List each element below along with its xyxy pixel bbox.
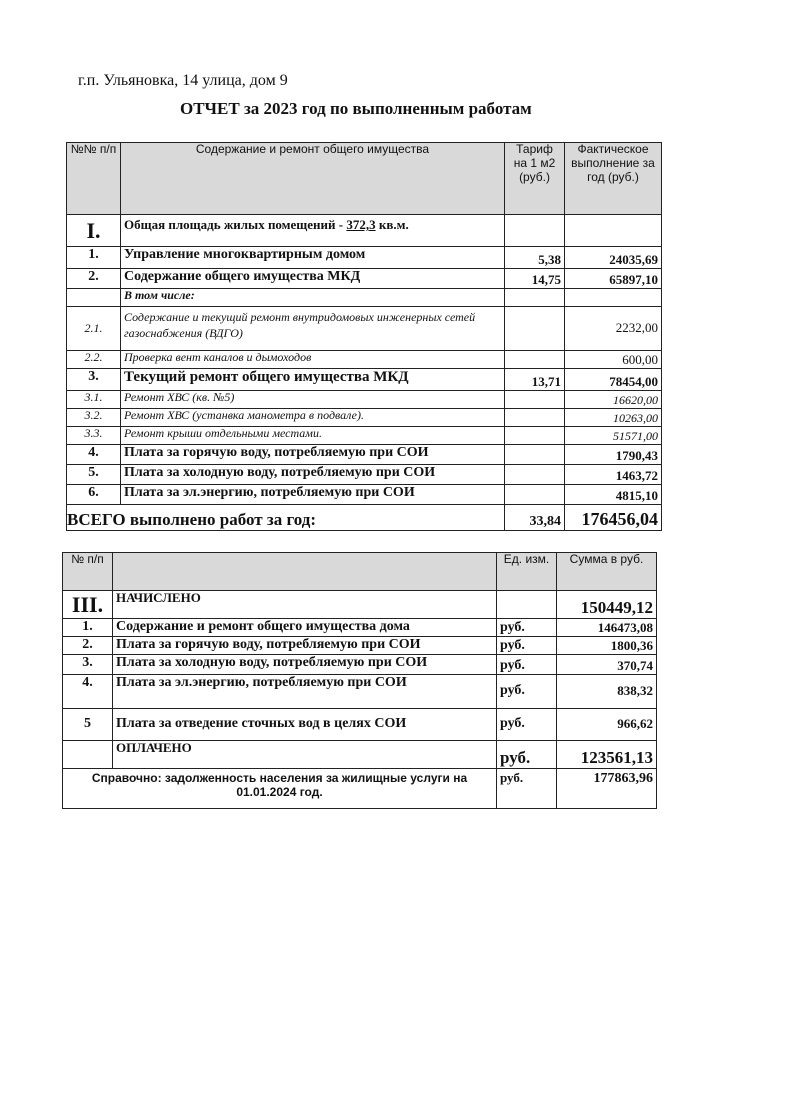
works-table <box>66 142 662 531</box>
row-num: 2.1. <box>67 307 121 351</box>
row-name: Ремонт крыши отдельными местами. <box>121 427 505 445</box>
row-num: 4. <box>67 445 121 465</box>
row-sum: 146473,08 <box>557 619 657 637</box>
reference-sum: 177863,96 <box>557 769 657 809</box>
row-tariff <box>505 289 565 307</box>
section-label: НАЧИСЛЕНО <box>113 591 497 619</box>
paid-label: ОПЛАЧЕНО <box>113 741 497 769</box>
row-unit: руб. <box>497 655 557 675</box>
table-row <box>67 465 662 485</box>
row-actual: 4815,10 <box>565 485 662 505</box>
row-tariff <box>505 307 565 351</box>
row-tariff: 5,38 <box>505 247 565 269</box>
section-roman: III. <box>63 591 113 619</box>
works-table-header <box>67 143 662 215</box>
row-name: Ремонт ХВС (кв. №5) <box>121 391 505 409</box>
row-num: 6. <box>67 485 121 505</box>
row-num: 3. <box>63 655 113 675</box>
area-cell <box>121 215 505 247</box>
row-num: 5 <box>63 709 113 741</box>
row-tariff <box>505 465 565 485</box>
row-name: Плата за отведение сточных вод в целях СОИ <box>113 709 497 741</box>
charges-table <box>62 552 657 809</box>
row-actual: 65897,10 <box>565 269 662 289</box>
row-sum: 966,62 <box>557 709 657 741</box>
area-value: 372,3 <box>346 217 376 232</box>
row-tariff <box>505 485 565 505</box>
section-row <box>63 591 657 619</box>
col-unit-header: Ед. изм. <box>497 553 557 591</box>
row-num: 2. <box>67 269 121 289</box>
table-row <box>67 409 662 427</box>
row-actual: 2232,00 <box>565 307 662 351</box>
row-name: Содержание общего имущества МКД <box>121 269 505 289</box>
row-unit: руб. <box>497 709 557 741</box>
row-num: 5. <box>67 465 121 485</box>
row-name: В том числе: <box>121 289 505 307</box>
table-row <box>67 369 662 391</box>
table-row <box>67 485 662 505</box>
table-row <box>67 247 662 269</box>
row-actual: 600,00 <box>565 351 662 369</box>
row-actual: 16620,00 <box>565 391 662 409</box>
empty-cell <box>497 591 557 619</box>
col-actual-header: Фактическое выполнение за год (руб.) <box>565 143 662 215</box>
table-row <box>63 675 657 709</box>
row-tariff <box>505 391 565 409</box>
page-title: ОТЧЕТ за 2023 год по выполненным работам <box>180 99 532 118</box>
row-name: Управление многоквартирным домом <box>121 247 505 269</box>
row-unit: руб. <box>497 637 557 655</box>
table-row <box>67 307 662 351</box>
empty-cell <box>505 215 565 247</box>
row-num: 3. <box>67 369 121 391</box>
total-label: ВСЕГО выполнено работ за год: <box>67 505 505 531</box>
table-row <box>67 391 662 409</box>
row-name: Содержание и ремонт общего имущества дома <box>113 619 497 637</box>
row-actual: 24035,69 <box>565 247 662 269</box>
row-name: Плата за горячую воду, потребляемую при СОИ <box>113 637 497 655</box>
address: г.п. Ульяновка, 14 улица, дом 9 <box>78 72 288 89</box>
area-label: Общая площадь жилых помещений - <box>124 217 344 232</box>
row-tariff: 14,75 <box>505 269 565 289</box>
row-tariff <box>505 427 565 445</box>
row-actual: 1463,72 <box>565 465 662 485</box>
row-tariff <box>505 351 565 369</box>
row-tariff <box>505 445 565 465</box>
row-sum: 1800,36 <box>557 637 657 655</box>
row-name: Плата за холодную воду, потребляемую при СОИ <box>121 465 505 485</box>
table-row <box>67 445 662 465</box>
row-num: 3.3. <box>67 427 121 445</box>
row-actual: 51571,00 <box>565 427 662 445</box>
row-name: Плата за горячую воду, потребляемую при СОИ <box>121 445 505 465</box>
reference-label: Справочно: задолженность населения за жилищные услуги на 01.01.2024 год. <box>63 769 497 809</box>
total-tariff: 33,84 <box>505 505 565 531</box>
col-name-header: Содержание и ремонт общего имущества <box>121 143 505 215</box>
table-row <box>63 655 657 675</box>
table-row <box>63 637 657 655</box>
section-roman: I. <box>67 215 121 247</box>
row-name: Плата за эл.энергию, потребляемую при СОИ <box>113 675 497 709</box>
paid-row <box>63 741 657 769</box>
row-num: 3.1. <box>67 391 121 409</box>
table-row <box>67 289 662 307</box>
area-unit: кв.м. <box>378 217 409 232</box>
row-num: 1. <box>63 619 113 637</box>
paid-sum: 123561,13 <box>557 741 657 769</box>
row-actual <box>565 289 662 307</box>
row-name: Плата за эл.энергию, потребляемую при СОИ <box>121 485 505 505</box>
total-actual: 176456,04 <box>565 505 662 531</box>
col-name-header <box>113 553 497 591</box>
row-name: Плата за холодную воду, потребляемую при СОИ <box>113 655 497 675</box>
row-unit: руб. <box>497 619 557 637</box>
area-row <box>67 215 662 247</box>
col-num-header: №№ п/п <box>67 143 121 215</box>
row-sum: 370,74 <box>557 655 657 675</box>
empty-cell <box>565 215 662 247</box>
table-row <box>67 427 662 445</box>
row-actual: 1790,43 <box>565 445 662 465</box>
reference-row <box>63 769 657 809</box>
col-num-header: № п/п <box>63 553 113 591</box>
table-row <box>63 709 657 741</box>
charges-table-header <box>63 553 657 591</box>
row-num: 3.2. <box>67 409 121 427</box>
row-sum: 838,32 <box>557 675 657 709</box>
row-name: Ремонт ХВС (устанвка манометра в подвале). <box>121 409 505 427</box>
col-tariff-header: Тариф на 1 м2 (руб.) <box>505 143 565 215</box>
table-row <box>67 351 662 369</box>
row-num: 2.2. <box>67 351 121 369</box>
table-row <box>63 619 657 637</box>
table-row <box>67 269 662 289</box>
col-sum-header: Сумма в руб. <box>557 553 657 591</box>
total-row <box>67 505 662 531</box>
row-num <box>67 289 121 307</box>
empty-cell <box>63 741 113 769</box>
row-name: Проверка вент каналов и дымоходов <box>121 351 505 369</box>
row-num: 2. <box>63 637 113 655</box>
section-total: 150449,12 <box>557 591 657 619</box>
paid-unit: руб. <box>497 741 557 769</box>
row-num: 4. <box>63 675 113 709</box>
row-tariff <box>505 409 565 427</box>
row-num: 1. <box>67 247 121 269</box>
row-name: Текущий ремонт общего имущества МКД <box>121 369 505 391</box>
row-actual: 10263,00 <box>565 409 662 427</box>
reference-unit: руб. <box>497 769 557 809</box>
row-tariff: 13,71 <box>505 369 565 391</box>
row-name: Содержание и текущий ремонт внутридомовых инженерных сетей газоснабжения (ВДГО) <box>121 307 505 351</box>
row-actual: 78454,00 <box>565 369 662 391</box>
row-unit: руб. <box>497 675 557 709</box>
